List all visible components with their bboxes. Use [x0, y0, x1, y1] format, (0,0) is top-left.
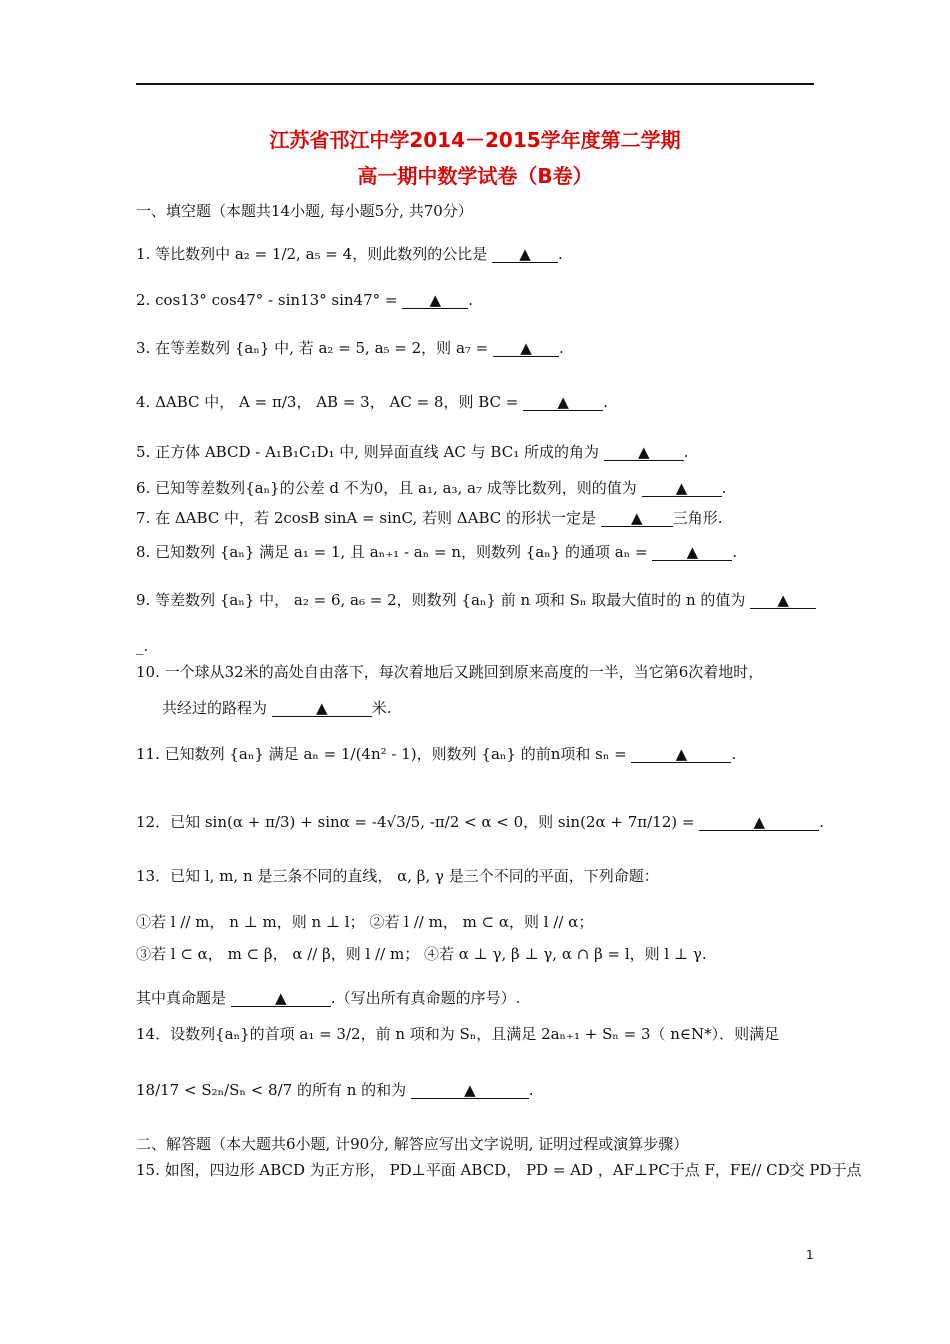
- question-tail: .（写出所有真命题的序号）.: [330, 989, 521, 1007]
- question-3: [136, 338, 564, 358]
- answer-blank: ▲: [411, 1083, 529, 1099]
- question-text: 其中真命题是: [136, 989, 227, 1007]
- question-text: 5. 正方体 ABCD - A₁B₁C₁D₁ 中, 则异面直线 AC 与 BC₁ 所成的角为: [136, 443, 599, 461]
- question-tail: .: [721, 479, 727, 497]
- answer-blank: ▲: [604, 445, 684, 461]
- question-tail: .: [731, 745, 737, 763]
- answer-blank: ▲: [601, 511, 673, 527]
- question-text: 9. 等差数列 {aₙ} 中， a₂ = 6, a₆ = 2，则数列 {aₙ} 前 n 项和 Sₙ 取最大值时的 n 的值为: [136, 591, 746, 609]
- answer-blank: ▲: [750, 593, 816, 609]
- question-7: [136, 508, 723, 528]
- question-9: [136, 590, 816, 610]
- question-10: 10. 一个球从32米的高处自由落下，每次着地后又跳回到原来高度的一半，当它第6次着地时，: [136, 663, 764, 681]
- exam-title: 江苏省邗江中学2014－2015学年度第二学期: [269, 128, 681, 152]
- question-13: 13．已知 l, m, n 是三条不同的直线， α, β, γ 是三个不同的平面，下列命题：: [136, 867, 659, 885]
- question-tail: .: [559, 339, 564, 357]
- question-tail: .: [603, 393, 608, 411]
- section-heading-fill-in: 一、填空题（本题共14小题, 每小题5分, 共70分）: [136, 202, 473, 220]
- question-12: [136, 812, 824, 832]
- question-4: [136, 392, 608, 412]
- question-1: [136, 244, 563, 264]
- question-text: 共经过的路程为: [162, 699, 268, 717]
- question-text: 7. 在 ΔABC 中，若 2cosB sinA = sinC, 若则 ΔABC 的形状一定是: [136, 509, 596, 527]
- answer-blank: ▲: [231, 991, 331, 1007]
- answer-blank: ▲: [523, 395, 603, 411]
- section-heading-solutions: 二、解答题（本大题共6小题, 计90分, 解答应写出文字说明, 证明过程或演算步骤）: [136, 1135, 689, 1153]
- question-15: 15. 如图，四边形 ABCD 为正方形， PD⊥平面 ABCD， PD = AD ，AF⊥PC于点 F，FE// CD交 PD于点: [136, 1161, 862, 1179]
- question-tail: .: [683, 443, 689, 461]
- question-text: 4. ΔABC 中， A = π/3， AB = 3， AC = 8，则 BC =: [136, 393, 519, 411]
- question-text: 6. 已知等差数列{aₙ}的公差 d 不为0，且 a₁, a₃, a₇ 成等比数列，则的值为: [136, 479, 637, 497]
- answer-blank: ▲: [642, 481, 722, 497]
- question-14: 14．设数列{aₙ}的首项 a₁ = 3/2，前 n 项和为 Sₙ，且满足 2aₙ₊₁ + Sₙ = 3（ n∈N*）．则满足: [136, 1025, 780, 1043]
- question-text: 12．已知 sin(α + π/3) + sinα = -4√3/5, -π/2 < α < 0，则 sin(2α + 7π/12) =: [136, 813, 695, 831]
- question-10-continuation: [162, 698, 392, 718]
- question-tail: 米.: [371, 699, 392, 717]
- answer-blank: ▲: [493, 341, 559, 357]
- question-text: 18/17 < S₂ₙ/Sₙ < 8/7 的所有 n 的和为: [136, 1081, 407, 1099]
- question-11: [136, 744, 736, 764]
- question-9-continuation: _.: [136, 637, 149, 655]
- question-text: 2. cos13° cos47° - sin13° sin47° =: [136, 291, 398, 309]
- answer-blank: ▲: [699, 815, 819, 831]
- question-13-answer: [136, 988, 520, 1008]
- question-14-continuation: [136, 1080, 534, 1100]
- exam-subtitle: 高一期中数学试卷（B卷）: [357, 164, 593, 188]
- header-rule: [136, 83, 814, 85]
- answer-blank: ▲: [631, 747, 731, 763]
- question-tail: .: [557, 245, 563, 263]
- page-number: 1: [806, 1248, 814, 1262]
- question-text: 11. 已知数列 {aₙ} 满足 aₙ = 1/(4n² - 1)，则数列 {aₙ} 的前n项和 sₙ =: [136, 745, 627, 763]
- question-13-statements-a: ①若 l // m， n ⊥ m，则 n ⊥ l； ②若 l // m， m ⊂ α，则 l // α；: [136, 913, 594, 931]
- question-13-statements-b: ③若 l ⊂ α， m ⊂ β， α // β，则 l // m； ④若 α ⊥ γ, β ⊥ γ, α ∩ β = l，则 l ⊥ γ.: [136, 945, 707, 963]
- question-tail: .: [732, 543, 738, 561]
- question-text: 8. 已知数列 {aₙ} 满足 a₁ = 1, 且 aₙ₊₁ - aₙ = n，则数列 {aₙ} 的通项 aₙ =: [136, 543, 648, 561]
- question-text: 1. 等比数列中 a₂ = 1/2, a₅ = 4，则此数列的公比是: [136, 245, 488, 263]
- question-5: [136, 442, 689, 462]
- answer-blank: ▲: [652, 545, 732, 561]
- question-tail: .: [528, 1081, 534, 1099]
- question-6: [136, 478, 726, 498]
- answer-blank: ▲: [402, 293, 468, 309]
- question-2: [136, 290, 473, 310]
- answer-blank: ▲: [272, 701, 372, 717]
- question-tail: .: [819, 813, 824, 831]
- answer-blank: ▲: [492, 247, 558, 263]
- question-tail: .: [468, 291, 474, 309]
- question-tail: 三角形.: [672, 509, 723, 527]
- question-text: 3. 在等差数列 {aₙ} 中, 若 a₂ = 5, a₅ = 2，则 a₇ =: [136, 339, 489, 357]
- question-8: [136, 542, 737, 562]
